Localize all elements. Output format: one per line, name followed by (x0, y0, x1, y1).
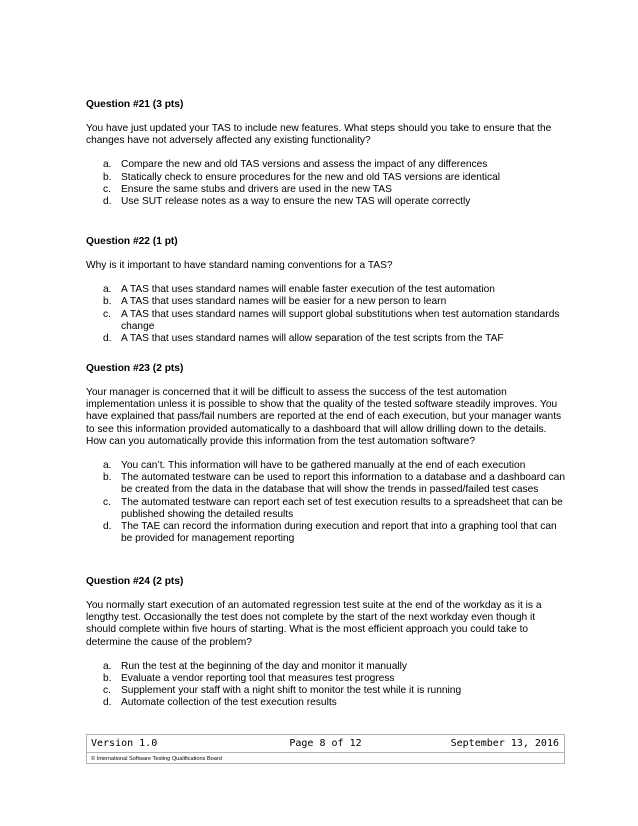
footer-version: Version 1.0 (91, 738, 158, 749)
answer-options (86, 661, 566, 710)
answer-options (86, 460, 566, 545)
answer-options (86, 159, 566, 208)
option-letter: a. (103, 159, 112, 171)
question-title: Question #24 (2 pts) (86, 576, 184, 587)
question-text: Your manager is concerned that it will be difficult to assess the success of the test automation implementation unless it is possible to show that the quality of the tested software steadily improves. You have explained that pass/fail numbers are reported at the end of each execution, but your manager wants to see this information provided automatically to a dashboard that will allow drilling down to the details. How can you automatically provide this information from the test automation software? (86, 387, 562, 447)
option-text: Supplement your staff with a night shift to monitor the test while it is running (121, 685, 462, 697)
question-24 (86, 576, 566, 710)
option-letter: b. (103, 296, 112, 308)
option-letter: b. (103, 673, 112, 685)
option-letter: d. (103, 196, 112, 208)
footer-copyright: © International Software Testing Qualifications Board (91, 756, 222, 762)
option-letter: d. (103, 521, 112, 533)
answer-options (86, 284, 566, 345)
option-text: Use SUT release notes as a way to ensure the new TAS will operate correctly (121, 196, 471, 208)
question-23 (86, 363, 566, 545)
option-letter: c. (103, 496, 111, 508)
answer-option-b (86, 472, 566, 496)
question-text: Why is it important to have standard naming conventions for a TAS? (86, 260, 393, 271)
answer-option-c (86, 309, 566, 333)
option-text: Ensure the same stubs and drivers are used in the new TAS (121, 183, 392, 195)
question-title: Question #21 (3 pts) (86, 99, 184, 110)
option-letter: a. (103, 284, 112, 296)
answer-option-d (86, 697, 566, 709)
answer-option-b (86, 172, 566, 184)
option-text: Evaluate a vendor reporting tool that measures test progress (121, 673, 395, 685)
answer-option-c (86, 685, 566, 697)
footer-page-number: Page 8 of 12 (289, 738, 362, 749)
option-letter: a. (103, 460, 112, 472)
option-text: The automated testware can report each set of test execution results to a spreadsheet that can be published showing the detailed results (121, 496, 563, 520)
option-text: The automated testware can be used to report this information to a database and a dashboard can be created from the data in the database that will show the trends in passed/failed test cases (121, 472, 566, 496)
answer-option-b (86, 296, 566, 308)
answer-option-d (86, 521, 566, 545)
option-letter: a. (103, 660, 112, 672)
footer-info-row (87, 735, 564, 753)
answer-option-d (86, 333, 566, 345)
option-text: You can’t. This information will have to be gathered manually at the end of each execution (121, 460, 526, 472)
option-letter: c. (103, 685, 111, 697)
question-title: Question #22 (1 pt) (86, 236, 178, 247)
page-footer (86, 734, 565, 764)
option-letter: c. (103, 308, 111, 320)
option-letter: b. (103, 472, 112, 484)
answer-option-b (86, 673, 566, 685)
question-title: Question #23 (2 pts) (86, 363, 184, 374)
option-letter: b. (103, 171, 112, 183)
option-text: Statically check to ensure procedures for the new and old TAS versions are identical (121, 171, 501, 183)
option-letter: c. (103, 183, 111, 195)
answer-option-c (86, 184, 566, 196)
footer-date: September 13, 2016 (450, 738, 559, 749)
option-text: A TAS that uses standard names will allow separation of the test scripts from the TAF (121, 333, 504, 345)
option-text: A TAS that uses standard names will be easier for a new person to learn (121, 296, 447, 308)
question-21 (86, 99, 566, 208)
answer-option-c (86, 497, 566, 521)
answer-option-a (86, 460, 566, 472)
option-text: The TAE can record the information during execution and report that into a graphing tool that can be provided for management reporting (121, 521, 557, 545)
answer-option-d (86, 196, 566, 208)
answer-option-a (86, 661, 566, 673)
option-text: Run the test at the beginning of the day and monitor it manually (121, 660, 407, 672)
option-text: A TAS that uses standard names will support global substitutions when test automation standards change (121, 308, 560, 332)
question-22 (86, 236, 566, 345)
option-text: A TAS that uses standard names will enable faster execution of the test automation (121, 284, 495, 296)
option-text: Compare the new and old TAS versions and assess the impact of any differences (121, 159, 488, 171)
question-text: You have just updated your TAS to include new features. What steps should you take to ensure that the changes have not adversely affected any existing functionality? (86, 123, 552, 147)
option-letter: d. (103, 333, 112, 345)
option-letter: d. (103, 697, 112, 709)
answer-option-a (86, 284, 566, 296)
answer-option-a (86, 159, 566, 171)
option-text: Automate collection of the test execution results (121, 697, 337, 709)
question-text: You normally start execution of an automated regression test suite at the end of the workday as it is a lengthy test. Occasionally the test does not complete by the start of the next workday even though it should complete within five hours of starting. What is the most efficient approach you could take to determine the cause of the problem? (86, 600, 542, 648)
